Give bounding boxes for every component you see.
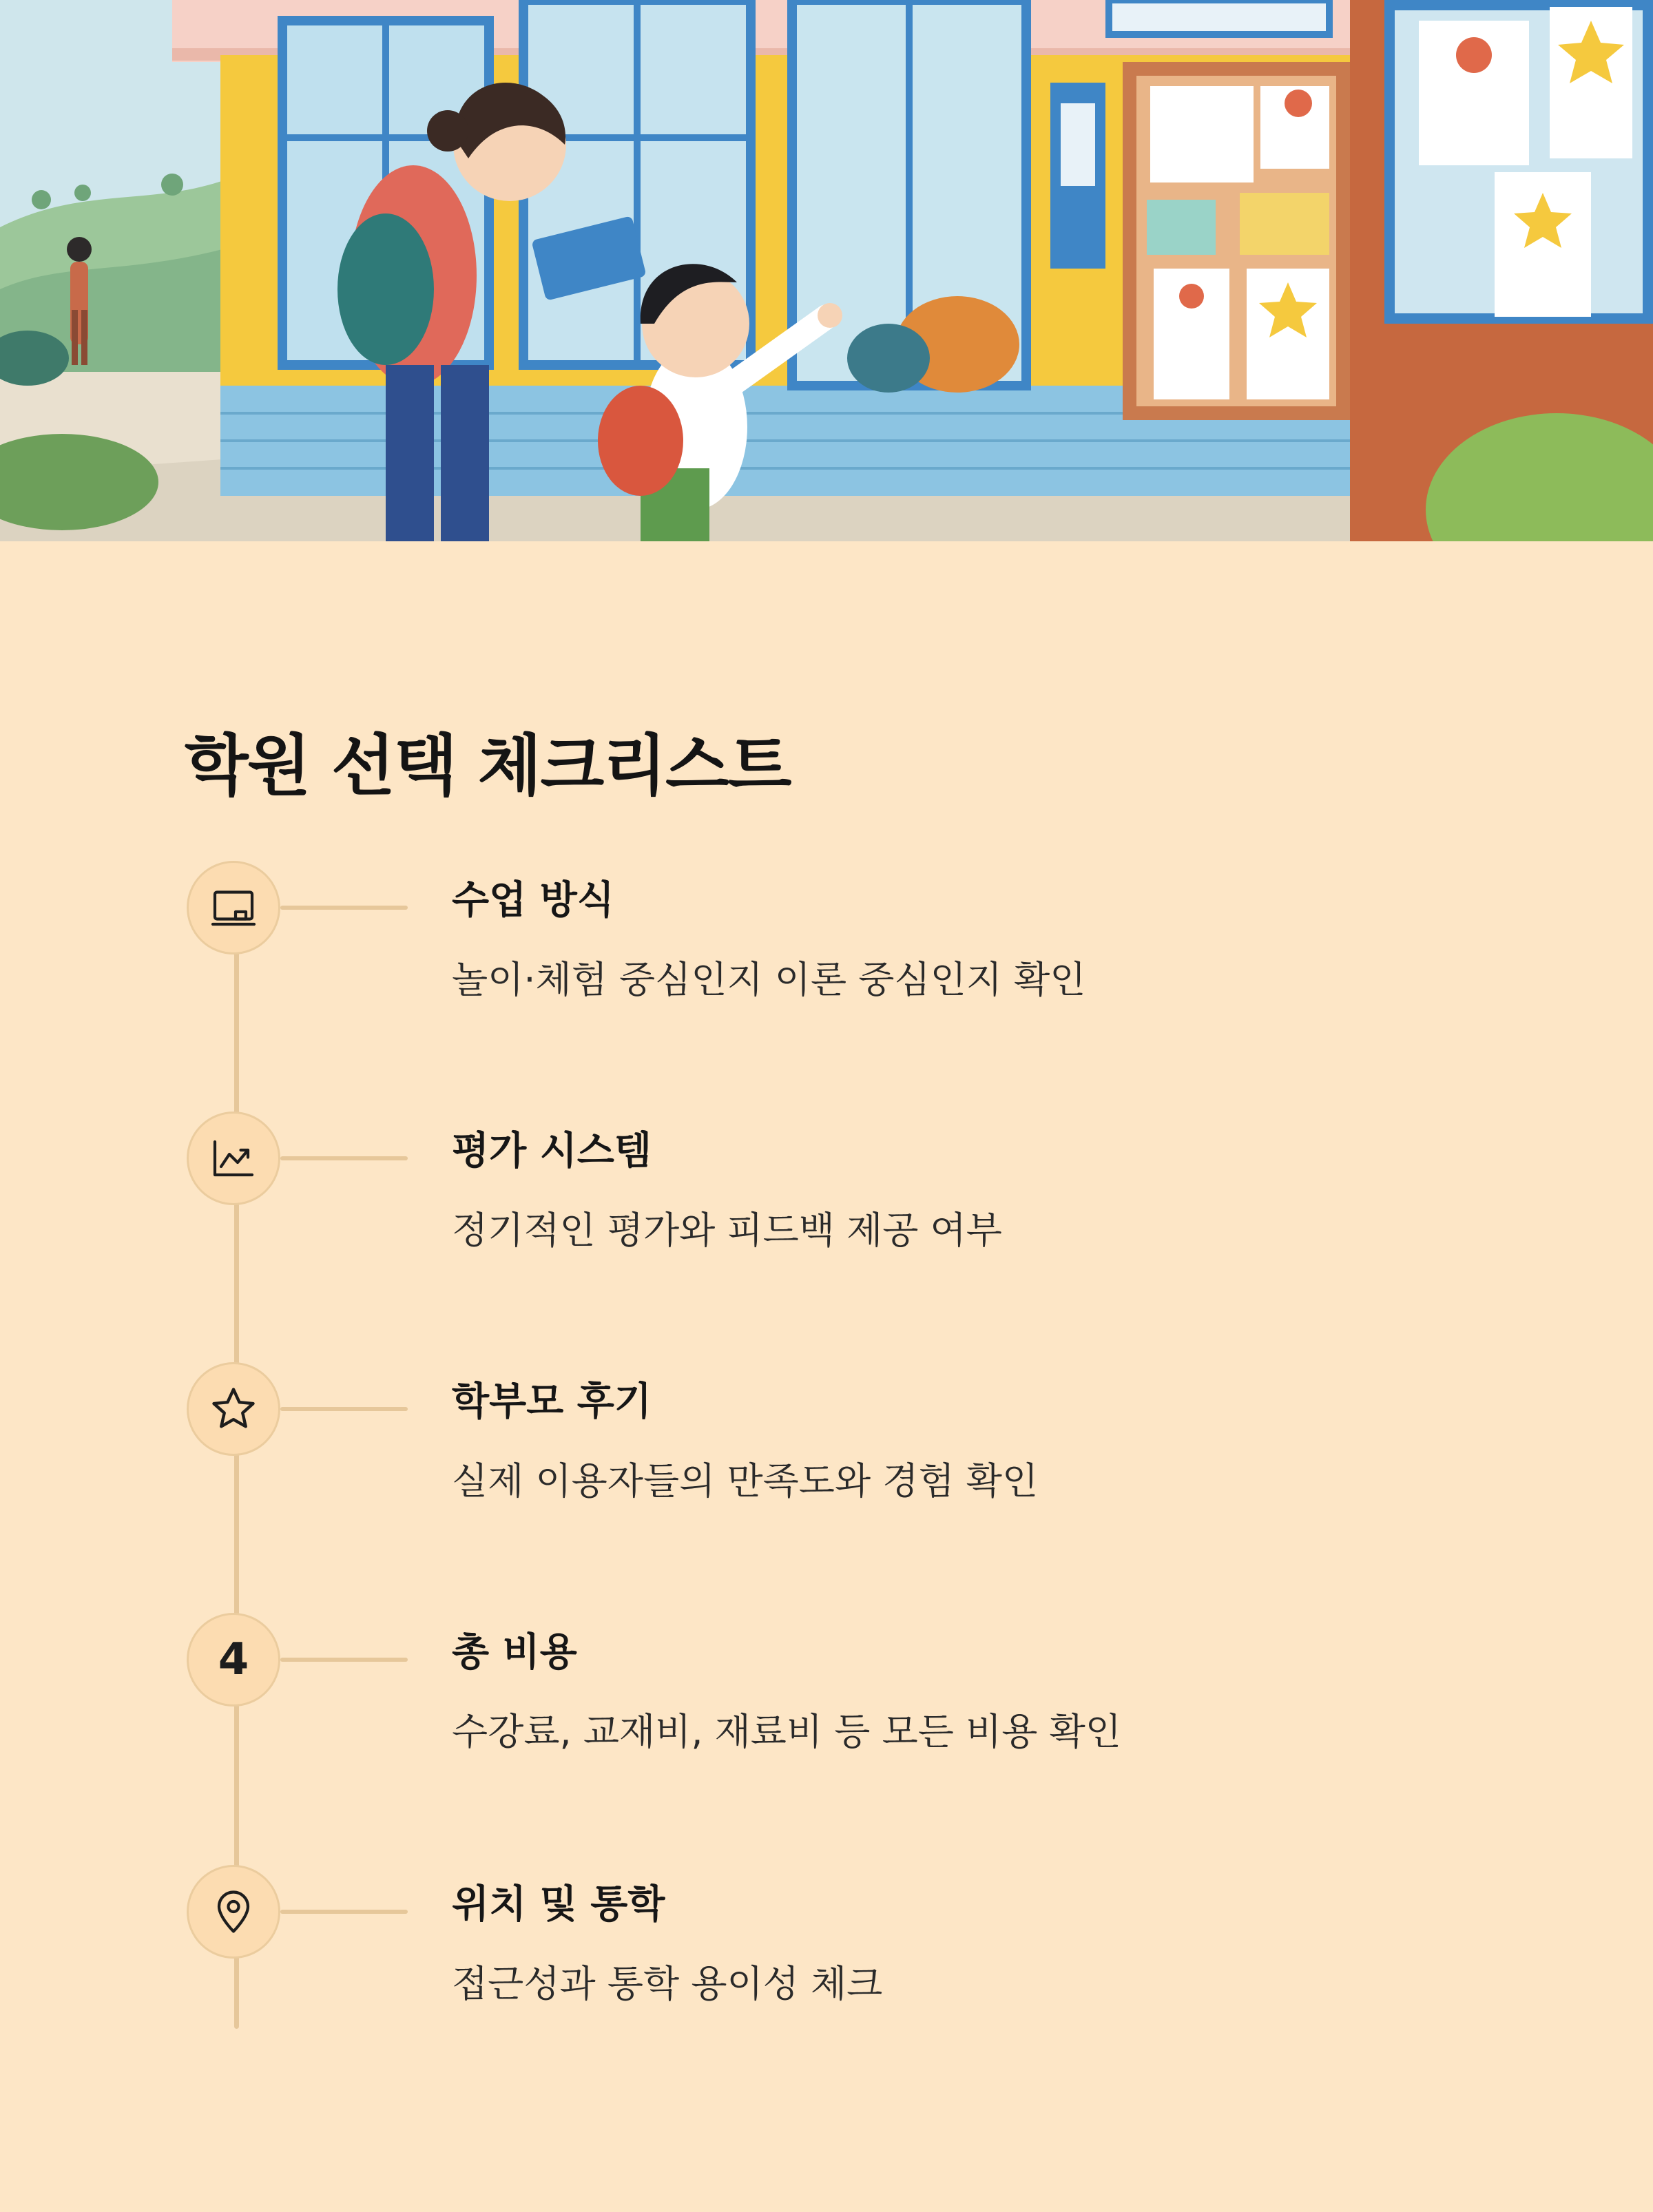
page-title: 학원 선택 체크리스트	[185, 727, 791, 804]
item-icon-badge	[187, 861, 280, 954]
checklist-item-parent-reviews	[0, 1362, 1653, 1514]
star-icon	[207, 1383, 260, 1435]
trend-chart-icon	[209, 1134, 258, 1183]
item-connector	[280, 1658, 408, 1662]
item-number: 4	[218, 1634, 249, 1685]
checklist-item-location	[0, 1865, 1653, 2016]
item-description: 수강료, 교재비, 재료비 등 모든 비용 확인	[452, 1710, 1121, 1753]
item-title: 평가 시스템	[452, 1129, 652, 1173]
item-connector	[280, 1407, 408, 1411]
location-pin-icon	[209, 1887, 258, 1937]
checklist-item-evaluation-system	[0, 1112, 1653, 1263]
item-icon-badge	[187, 1362, 280, 1456]
item-icon-badge	[187, 1613, 280, 1707]
item-description: 정기적인 평가와 피드백 제공 여부	[452, 1209, 1002, 1252]
item-description: 접근성과 통학 용이성 체크	[452, 1962, 883, 2005]
checklist-item-total-cost	[0, 1613, 1653, 1764]
item-icon-badge	[187, 1865, 280, 1959]
item-title: 학부모 후기	[452, 1379, 652, 1424]
item-title: 총 비용	[452, 1630, 577, 1675]
item-connector	[280, 1156, 408, 1160]
item-connector	[280, 906, 408, 910]
item-title: 위치 및 통학	[452, 1882, 665, 1927]
item-connector	[280, 1910, 408, 1914]
checklist-item-teaching-method	[0, 861, 1653, 1012]
item-icon-badge	[187, 1112, 280, 1205]
item-description: 실제 이용자들의 만족도와 경험 확인	[452, 1459, 1039, 1503]
blackboard-icon	[209, 883, 258, 932]
item-title: 수업 방식	[452, 878, 614, 923]
item-description: 놀이·체험 중심인지 이론 중심인지 확인	[452, 958, 1086, 1001]
